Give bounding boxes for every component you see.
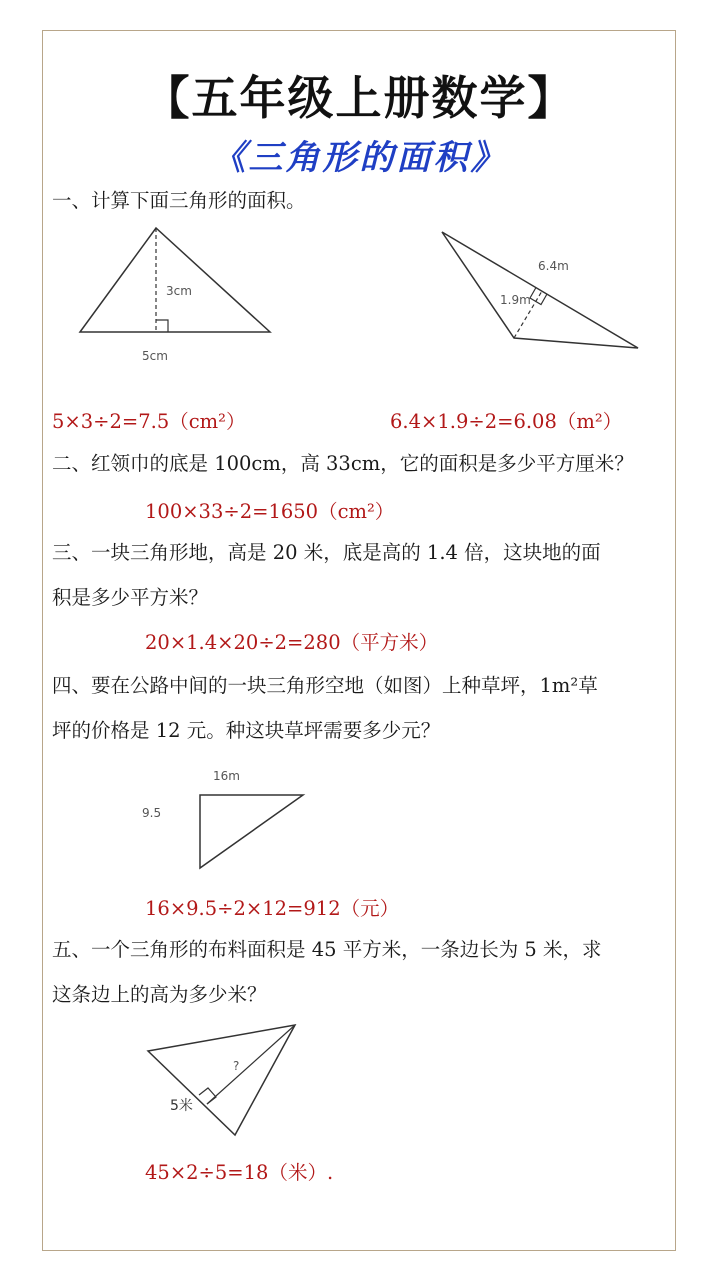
height-label: 3cm bbox=[166, 284, 192, 298]
q1-answer-right: 6.4×1.9÷2=6.08（m²） bbox=[390, 410, 623, 433]
q1-triangle-figure-2 bbox=[430, 222, 650, 362]
height-label: 1.9m bbox=[500, 293, 531, 307]
q2-answer: 100×33÷2=1650（cm²） bbox=[145, 500, 395, 523]
right-angle-mark bbox=[530, 288, 547, 305]
page-title: 【五年级上册数学】 bbox=[143, 71, 576, 125]
q3-answer: 20×1.4×20÷2=280（平方米） bbox=[145, 631, 439, 654]
question-2-text: 二、红领巾的底是 100cm，高 33cm，它的面积是多少平方厘米？ bbox=[52, 452, 634, 475]
question-4-text-line-2: 坪的价格是 12 元。种这块草坪需要多少元？ bbox=[52, 719, 441, 742]
q4-answer: 16×9.5÷2×12=912（元） bbox=[145, 897, 400, 920]
question-5-text-line-1: 五、一个三角形的布料面积是 45 平方米，一条边长为 5 米，求 bbox=[52, 938, 602, 961]
q5-triangle-figure bbox=[140, 1018, 310, 1143]
triangle-shape bbox=[80, 228, 270, 332]
question-3-text-line-1: 三、一块三角形地，高是 20 米，底是高的 1.4 倍，这块地的面 bbox=[52, 541, 601, 564]
base-label: 5cm bbox=[142, 349, 168, 363]
side-label: 6.4m bbox=[538, 259, 569, 273]
triangle-shape bbox=[148, 1025, 295, 1135]
q1-triangle-figure-1 bbox=[70, 222, 290, 372]
page-subtitle: 《三角形的面积》 bbox=[211, 138, 508, 178]
question-1-text: 一、计算下面三角形的面积。 bbox=[52, 189, 306, 212]
right-angle-mark bbox=[199, 1088, 216, 1104]
triangle-shape bbox=[200, 795, 303, 868]
q4-triangle-figure bbox=[135, 760, 315, 875]
question-5-text-line-2: 这条边上的高为多少米？ bbox=[52, 983, 267, 1006]
height-label: ? bbox=[233, 1059, 240, 1073]
top-label: 16m bbox=[213, 769, 240, 783]
question-4-text-line-1: 四、要在公路中间的一块三角形空地（如图）上种草坪，1m²草 bbox=[52, 674, 598, 697]
side-label: 5米 bbox=[170, 1098, 193, 1114]
q5-answer: 45×2÷5=18（米）. bbox=[145, 1161, 334, 1184]
right-angle-mark bbox=[156, 320, 168, 332]
q1-answer-left: 5×3÷2=7.5（cm²） bbox=[52, 410, 246, 433]
triangle-shape bbox=[442, 232, 638, 348]
left-label: 9.5 bbox=[142, 806, 162, 820]
question-3-text-line-2: 积是多少平方米？ bbox=[52, 586, 209, 609]
height-line bbox=[207, 1025, 295, 1104]
